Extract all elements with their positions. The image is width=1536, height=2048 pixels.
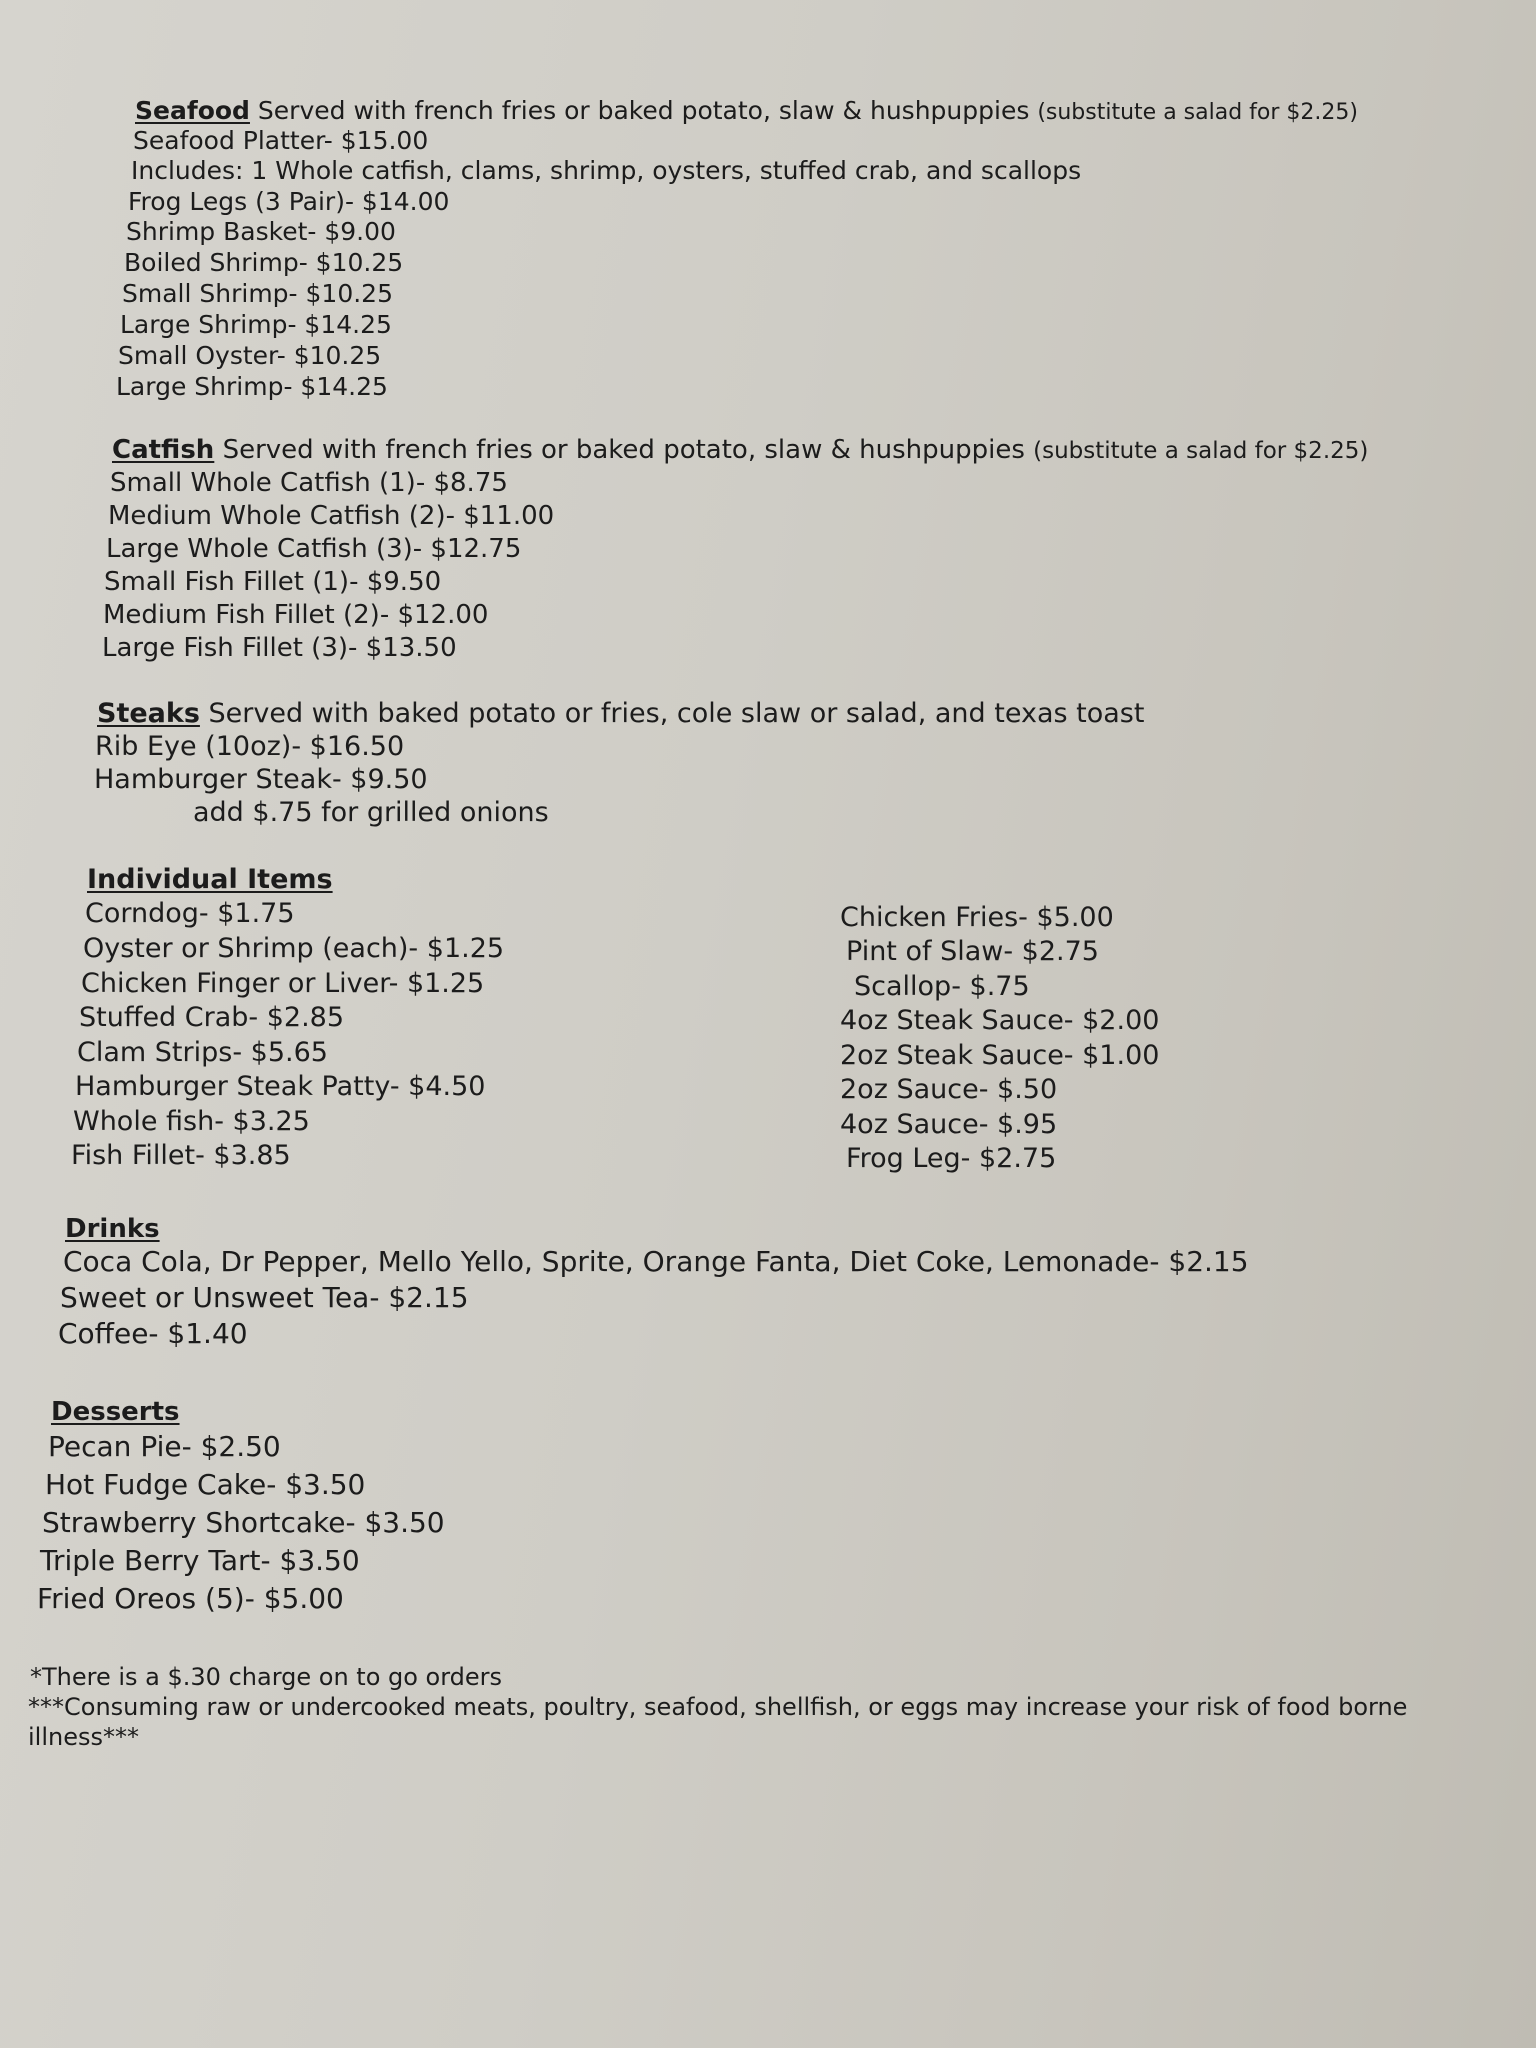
seafood-item: Boiled Shrimp- $10.25 bbox=[124, 248, 404, 277]
individual-left-item: Clam Strips- $5.65 bbox=[77, 1037, 328, 1068]
individual-left-item: Corndog- $1.75 bbox=[85, 898, 295, 929]
individual-right-item: 4oz Steak Sauce- $2.00 bbox=[840, 1005, 1160, 1036]
desserts-header-line bbox=[51, 1397, 445, 1433]
seafood-item: Large Shrimp- $14.25 bbox=[120, 310, 392, 339]
steaks-title: Steaks bbox=[97, 698, 200, 729]
catfish-title: Catfish bbox=[112, 435, 215, 465]
dessert-item: Triple Berry Tart- $3.50 bbox=[40, 1544, 360, 1577]
steaks-item: Hamburger Steak- $9.50 bbox=[94, 764, 428, 795]
drinks-item: Coffee- $1.40 bbox=[58, 1317, 248, 1350]
individual-right-item: 4oz Sauce- $.95 bbox=[840, 1109, 1058, 1140]
seafood-item: Includes: 1 Whole catfish, clams, shrimp, oysters, stuffed crab, and scallops bbox=[131, 156, 1082, 185]
catfish-item: Medium Fish Fillet (2)- $12.00 bbox=[103, 600, 489, 630]
food-safety-warning: ***Consuming raw or undercooked meats, poultry, seafood, shellfish, or eggs may increase your risk of food borne illness*** bbox=[28, 1693, 1408, 1751]
drinks-item: Coca Cola, Dr Pepper, Mello Yello, Sprite, Orange Fanta, Diet Coke, Lemonade- $2.15 bbox=[63, 1245, 1249, 1278]
individual-section bbox=[71, 864, 505, 1176]
seafood-section bbox=[116, 96, 1358, 405]
seafood-title: Seafood bbox=[135, 96, 250, 125]
seafood-item: Large Shrimp- $14.25 bbox=[116, 372, 388, 401]
drinks-title: Drinks bbox=[65, 1214, 160, 1244]
catfish-item: Small Fish Fillet (1)- $9.50 bbox=[104, 567, 442, 597]
catfish-item: Medium Whole Catfish (2)- $11.00 bbox=[108, 501, 555, 531]
dessert-item: Strawberry Shortcake- $3.50 bbox=[42, 1506, 445, 1539]
catfish-note: (substitute a salad for $2.25) bbox=[1033, 438, 1369, 464]
seafood-header-line bbox=[135, 98, 1358, 128]
seafood-item: Seafood Platter- $15.00 bbox=[133, 126, 429, 155]
dessert-item: Hot Fudge Cake- $3.50 bbox=[45, 1468, 366, 1501]
steaks-section bbox=[94, 698, 1145, 832]
to-go-charge-note: *There is a $.30 charge on to go orders bbox=[30, 1663, 503, 1691]
dessert-item: Fried Oreos (5)- $5.00 bbox=[37, 1582, 344, 1615]
dessert-item: Pecan Pie- $2.50 bbox=[48, 1430, 281, 1463]
steaks-header-line bbox=[97, 700, 1144, 733]
individual-right-item: Chicken Fries- $5.00 bbox=[840, 902, 1114, 933]
individual-left-item: Hamburger Steak Patty- $4.50 bbox=[75, 1071, 486, 1102]
individual-left-item: Fish Fillet- $3.85 bbox=[71, 1140, 291, 1171]
catfish-description: Served with french fries or baked potato, slaw & hushpuppies bbox=[222, 435, 1025, 465]
seafood-item: Small Oyster- $10.25 bbox=[118, 341, 382, 370]
footer-notes bbox=[30, 1662, 1420, 1752]
catfish-item: Large Whole Catfish (3)- $12.75 bbox=[106, 534, 522, 564]
catfish-item: Large Fish Fillet (3)- $13.50 bbox=[102, 633, 457, 663]
individual-left-item: Whole fish- $3.25 bbox=[73, 1106, 310, 1137]
individual-right-item: Frog Leg- $2.75 bbox=[846, 1143, 1057, 1174]
individual-left-item: Chicken Finger or Liver- $1.25 bbox=[81, 968, 485, 999]
individual-header-line bbox=[87, 866, 504, 900]
individual-right-item: 2oz Sauce- $.50 bbox=[840, 1074, 1058, 1105]
seafood-item: Shrimp Basket- $9.00 bbox=[126, 217, 396, 246]
steaks-item: add $.75 for grilled onions bbox=[193, 797, 549, 828]
desserts-section bbox=[37, 1397, 445, 1623]
seafood-item: Small Shrimp- $10.25 bbox=[122, 279, 393, 308]
desserts-title: Desserts bbox=[51, 1397, 180, 1427]
drinks-section bbox=[58, 1214, 1249, 1356]
individual-right-item: Pint of Slaw- $2.75 bbox=[846, 936, 1099, 967]
individual-right-item: 2oz Steak Sauce- $1.00 bbox=[840, 1040, 1160, 1071]
individual-right-column bbox=[840, 904, 1159, 1179]
catfish-section bbox=[102, 435, 1369, 668]
individual-right-item: Scallop- $.75 bbox=[854, 971, 1030, 1002]
catfish-header-line bbox=[112, 437, 1368, 470]
individual-left-item: Oyster or Shrimp (each)- $1.25 bbox=[83, 933, 505, 964]
drinks-item: Sweet or Unsweet Tea- $2.15 bbox=[60, 1281, 469, 1314]
drinks-header-line bbox=[65, 1214, 1249, 1248]
catfish-item: Small Whole Catfish (1)- $8.75 bbox=[110, 468, 508, 498]
steaks-item: Rib Eye (10oz)- $16.50 bbox=[95, 731, 405, 762]
steaks-description: Served with baked potato or fries, cole slaw or salad, and texas toast bbox=[208, 698, 1145, 729]
seafood-description: Served with french fries or baked potato, slaw & hushpuppies bbox=[257, 96, 1030, 125]
seafood-note: (substitute a salad for $2.25) bbox=[1037, 100, 1358, 125]
individual-title: Individual Items bbox=[87, 864, 333, 895]
individual-left-item: Stuffed Crab- $2.85 bbox=[79, 1002, 345, 1033]
seafood-item: Frog Legs (3 Pair)- $14.00 bbox=[128, 187, 450, 216]
